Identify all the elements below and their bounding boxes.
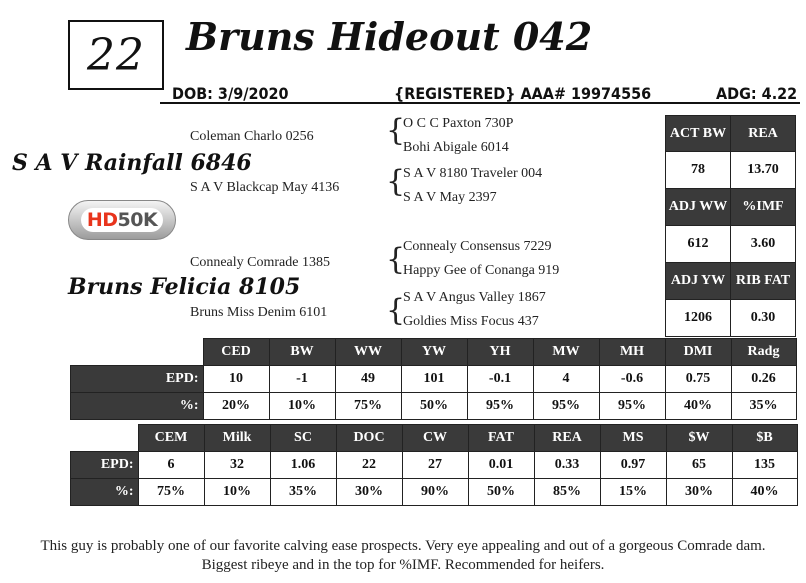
epd2-header: SC (270, 425, 336, 452)
dam-sire-dam: Happy Gee of Conanga 919 (403, 263, 560, 278)
epd2-value: 22 (336, 452, 402, 479)
epd2-pct: 75% (138, 479, 204, 506)
epd1-pct: 95% (467, 393, 533, 420)
epd2-value: 1.06 (270, 452, 336, 479)
brace: { (386, 242, 406, 277)
epd2-value: 135 (732, 452, 797, 479)
epd1-pct: 10% (269, 393, 335, 420)
epd1-value: 49 (335, 366, 401, 393)
epd2-header: FAT (468, 425, 534, 452)
epd2-row-label: EPD: (71, 452, 139, 479)
epd2-value: 0.01 (468, 452, 534, 479)
act-bw-value: 78 (666, 152, 731, 189)
rea-value: 13.70 (731, 152, 796, 189)
epd1-header: MH (599, 339, 665, 366)
epd2-header: CW (402, 425, 468, 452)
rib-fat-label: RIB FAT (731, 263, 796, 300)
epd2-pct: 10% (204, 479, 270, 506)
epd-table-1 (70, 338, 797, 420)
epd1-header: YW (401, 339, 467, 366)
hd50k-logo: HD50K (68, 200, 176, 240)
lot-number: 22 (87, 29, 145, 81)
epd1-value: 4 (533, 366, 599, 393)
adj-yw-label: ADJ YW (666, 263, 731, 300)
epd2-header: REA (534, 425, 600, 452)
epd2-value: 0.97 (600, 452, 666, 479)
epd1-header: WW (335, 339, 401, 366)
epd1-pct: 20% (203, 393, 269, 420)
dob: DOB: 3/9/2020 (172, 84, 289, 103)
epd2-pct: 40% (732, 479, 797, 506)
epd2-pct: 35% (270, 479, 336, 506)
adj-yw-value: 1206 (666, 300, 731, 337)
sire-sire-sire: O C C Paxton 730P (403, 116, 514, 131)
adj-ww-label: ADJ WW (666, 189, 731, 226)
brace: { (386, 164, 406, 199)
epd1-value: -0.1 (467, 366, 533, 393)
epd1-value: -0.6 (599, 366, 665, 393)
epd2-value: 32 (204, 452, 270, 479)
epd2-pct: 50% (468, 479, 534, 506)
rea-label: REA (731, 116, 796, 152)
brace: { (386, 113, 406, 148)
epd1-header: YH (467, 339, 533, 366)
epd2-header: MS (600, 425, 666, 452)
sire-dam: S A V Blackcap May 4136 (190, 180, 340, 195)
dam-sire-sire: Connealy Consensus 7229 (403, 239, 552, 254)
epd1-pct: 40% (665, 393, 731, 420)
registration-number: {REGISTERED} AAA# 19974556 (394, 84, 652, 103)
epd2-header: $B (732, 425, 797, 452)
dam-dam: Bruns Miss Denim 6101 (190, 305, 328, 320)
epd1-row-label: EPD: (71, 366, 204, 393)
epd1-pct-label: %: (71, 393, 204, 420)
epd1-header: Radg (731, 339, 796, 366)
imf-label: %IMF (731, 189, 796, 226)
epd1-pct: 50% (401, 393, 467, 420)
adg: ADG: 4.22 (716, 84, 798, 103)
epd2-value: 6 (138, 452, 204, 479)
sire-sire-dam: Bohi Abigale 6014 (403, 140, 509, 155)
epd2-pct: 85% (534, 479, 600, 506)
description-note: This guy is probably one of our favorite calving ease prospects. Very eye appealing and out of a gorgeous Comrade dam. Biggest ribeye and in the top for %IMF. Recommended for heifers. (40, 538, 766, 573)
epd2-header: Milk (204, 425, 270, 452)
animal-name: Bruns Hideout 042 (186, 14, 593, 59)
epd2-value: 27 (402, 452, 468, 479)
epd1-value: -1 (269, 366, 335, 393)
epd1-pct: 95% (599, 393, 665, 420)
brace: { (386, 293, 406, 328)
epd2-pct-label: %: (71, 479, 139, 506)
epd1-pct: 95% (533, 393, 599, 420)
epd1-header: BW (269, 339, 335, 366)
epd1-pct: 35% (731, 393, 796, 420)
epd1-value: 10 (203, 366, 269, 393)
epd2-value: 65 (666, 452, 732, 479)
epd2-pct: 30% (336, 479, 402, 506)
epd1-header: MW (533, 339, 599, 366)
epd2-header: CEM (138, 425, 204, 452)
sire-dam-dam: S A V May 2397 (403, 190, 497, 205)
dam-name: Bruns Felicia 8105 (68, 274, 301, 300)
epd2-header: $W (666, 425, 732, 452)
epd1-pct: 75% (335, 393, 401, 420)
adj-ww-value: 612 (666, 226, 731, 263)
epd1-value: 0.26 (731, 366, 796, 393)
epd2-pct: 30% (666, 479, 732, 506)
dam-dam-dam: Goldies Miss Focus 437 (403, 314, 539, 329)
sire-dam-sire: S A V 8180 Traveler 004 (403, 166, 543, 181)
epd1-value: 0.75 (665, 366, 731, 393)
epd1-header: DMI (665, 339, 731, 366)
act-bw-label: ACT BW (666, 116, 731, 152)
dam-sire: Connealy Comrade 1385 (190, 255, 330, 270)
epd2-pct: 90% (402, 479, 468, 506)
epd1-value: 101 (401, 366, 467, 393)
sire-name: S A V Rainfall 6846 (12, 150, 252, 176)
epd2-header: DOC (336, 425, 402, 452)
measures-table (665, 115, 796, 337)
sire-sire: Coleman Charlo 0256 (190, 129, 314, 144)
rib-fat-value: 0.30 (731, 300, 796, 337)
lot-number-box (68, 20, 164, 90)
dam-dam-sire: S A V Angus Valley 1867 (403, 290, 546, 305)
epd2-value: 0.33 (534, 452, 600, 479)
epd1-header: CED (203, 339, 269, 366)
epd2-pct: 15% (600, 479, 666, 506)
imf-value: 3.60 (731, 226, 796, 263)
epd-table-2 (70, 424, 798, 506)
